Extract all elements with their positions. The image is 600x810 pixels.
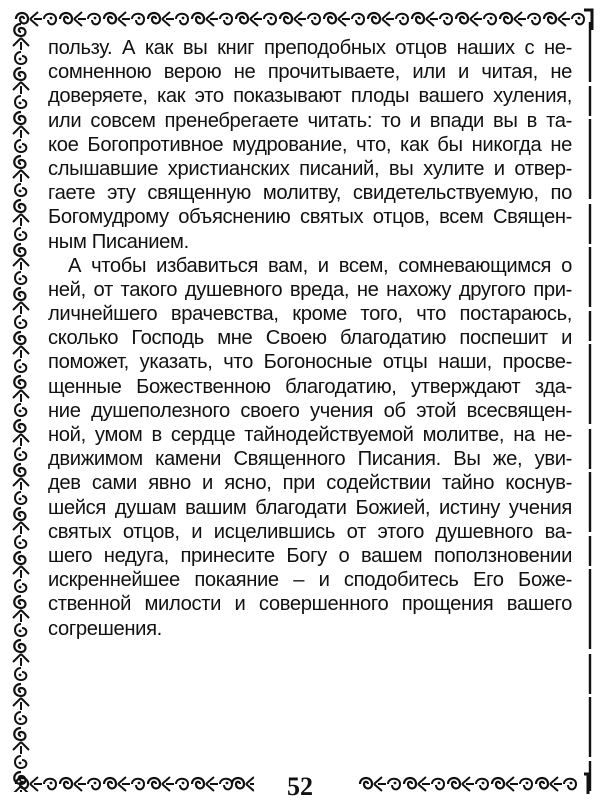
text-line: движимом камени Священного Писания. Вы же, уви-	[48, 448, 572, 471]
text-line: личнейшего врачевства, кроме того, что постараюсь,	[48, 303, 572, 326]
text-line: ным Писанием.	[48, 230, 189, 253]
paragraph-1	[48, 36, 572, 254]
text-line: искреннейшее покаяние – и сподобитесь Его Боже-	[48, 569, 572, 592]
text-line: или совсем пренебрегаете читать: то и впади вы в та-	[48, 109, 572, 132]
text-line: щенные Божественною благодатию, утверждают зда-	[48, 375, 572, 398]
text-line: сомненною верою не прочитываете, или и читая, не	[48, 61, 572, 84]
text-line: гаете эту священную молитву, свидетельствуемую, по	[48, 182, 572, 205]
text-line: слышавшие христианских писаний, вы хулите и отвер-	[48, 157, 572, 180]
text-line: А чтобы избавиться вам, и всем, сомневающимся о	[68, 254, 572, 277]
text-line: шего недуга, принесите Богу о вашем поползновении	[48, 544, 572, 567]
text-line: пользу. А как вы книг преподобных отцов наших с не-	[48, 37, 572, 59]
border-right-rule-icon	[585, 22, 595, 792]
text-line: поможет, указать, что Богоносные отцы наши, просве-	[48, 351, 572, 374]
ornamental-border-top-icon	[14, 8, 594, 30]
text-line: сколько Господь мне Своею благодатию поспешит и	[48, 327, 572, 350]
text-line: шейся душам вашим благодати Божией, истину учения	[48, 496, 572, 519]
paragraph-2	[48, 254, 572, 641]
ornamental-border-bottom-right-icon	[358, 772, 594, 796]
text-line: святых отцов, и исцелившись от этого душевного ва-	[48, 520, 572, 543]
ornamental-border-left-icon	[8, 22, 34, 792]
text-line: ней, от такого душевного вреда, не нахожу другого при-	[48, 278, 572, 301]
body-text	[48, 36, 572, 641]
text-line: дев сами явно и ясно, при содействии тайно коснув-	[48, 472, 572, 495]
text-line: Богомудрому объяснению святых отцов, всем Священ-	[48, 206, 572, 229]
page-number: 52	[287, 772, 313, 801]
text-line: ние душеполезного своего учения об этой всесвящен-	[48, 399, 572, 422]
ornamental-border-bottom-left-icon	[14, 772, 254, 796]
text-line: ственной милости и совершенного прощения вашего	[48, 593, 572, 616]
text-line: ной, умом в сердце тайнодействуемой молитве, на не-	[48, 424, 572, 446]
text-line: согрешения.	[48, 617, 162, 640]
text-line: кое Богопротивное мудрование, что, как бы никогда не	[48, 133, 572, 156]
text-line: доверяете, как это показывают плоды вашего хуления,	[48, 85, 572, 108]
